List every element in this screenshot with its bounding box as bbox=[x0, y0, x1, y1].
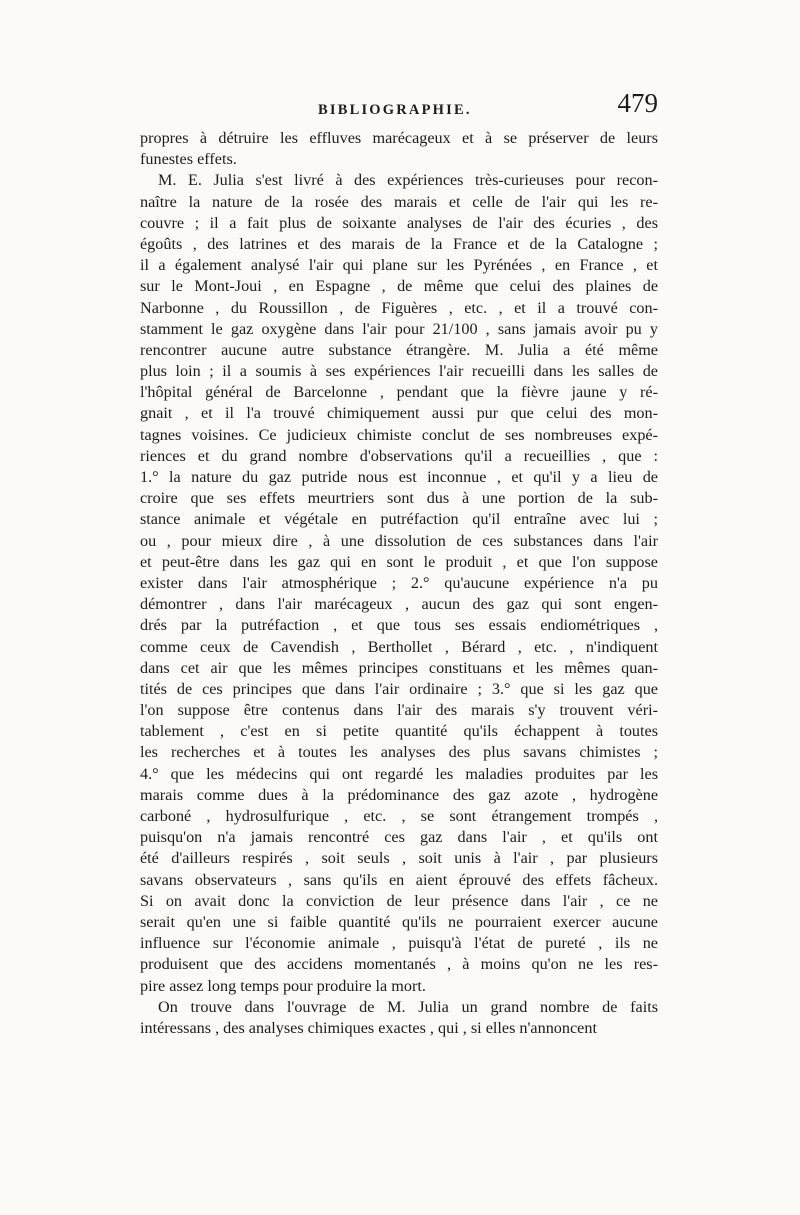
text-line: il a également analysé l'air qui plane sur les Pyrénées , en France , et bbox=[140, 256, 658, 275]
text-line: stance animale et végétale en putréfaction qu'il entraîne avec lui ; bbox=[140, 510, 658, 529]
text-line: intéressans , des analyses chimiques exactes , qui , si elles n'annoncent bbox=[140, 1018, 597, 1037]
text-line: funestes effets. bbox=[140, 150, 237, 169]
text-line: croire que ses effets meurtriers sont dus à une portion de la sub- bbox=[140, 489, 658, 508]
text-line: stamment le gaz oxygène dans l'air pour 21/100 , sans jamais avoir pu y bbox=[140, 319, 658, 338]
paragraph bbox=[140, 128, 658, 170]
text-line: tagnes voisines. Ce judicieux chimiste conclut de ses nombreuses expé- bbox=[140, 425, 658, 444]
text-line: et peut-être dans les gaz qui en sont le produit , et que l'on suppose bbox=[140, 552, 658, 571]
text-line: démontrer , dans l'air marécageux , aucun des gaz qui sont engen- bbox=[140, 595, 658, 614]
text-line: l'on suppose être contenus dans l'air des marais s'y trouvent véri- bbox=[140, 701, 658, 720]
text-line: marais comme dues à la prédominance des gaz azote , hydrogène bbox=[140, 785, 658, 804]
text-line: puisqu'on n'a jamais rencontré ces gaz dans l'air , et qu'ils ont bbox=[140, 828, 658, 847]
text-line: les recherches et à toutes les analyses des plus savans chimistes ; bbox=[140, 743, 658, 762]
text-line: carboné , hydrosulfurique , etc. , se sont étrangement trompés , bbox=[140, 807, 658, 825]
text-line: Si on avait donc la conviction de leur présence dans l'air , ce ne bbox=[140, 891, 658, 910]
text-line: drés par la putréfaction , et que tous ses essais endiométriques , bbox=[140, 616, 658, 635]
paragraph bbox=[140, 997, 658, 1039]
text-line: l'hôpital général de Barcelonne , pendant que la fièvre jaune y ré- bbox=[140, 383, 658, 402]
text-line: tités de ces principes que dans l'air ordinaire ; 3.° que si les gaz que bbox=[140, 679, 658, 698]
running-title: BIBLIOGRAPHIE. bbox=[318, 102, 472, 118]
text-line: Narbonne , du Roussillon , de Figuères , etc. , et il a trouvé con- bbox=[140, 298, 658, 317]
text-line: été d'ailleurs respirés , soit seuls , soit unis à l'air , par plusieurs bbox=[140, 849, 658, 868]
text-line: tablement , c'est en si petite quantité qu'ils échappent à toutes bbox=[140, 722, 658, 741]
text-line: rencontrer aucune autre substance étrangère. M. Julia a été même bbox=[140, 340, 658, 359]
text-line: dans cet air que les mêmes principes constituans et les mêmes quan- bbox=[140, 658, 658, 677]
text-line: naître la nature de la rosée des marais et celle de l'air qui les re- bbox=[140, 192, 658, 211]
text-line: plus loin ; il a soumis à ses expériences l'air recueilli dans les salles de bbox=[140, 362, 658, 381]
paragraph bbox=[140, 170, 658, 996]
text-line: 1.° la nature du gaz putride nous est inconnue , et qu'il y a lieu de bbox=[140, 468, 658, 486]
text-line: ou , pour mieux dire , à une dissolution de ces substances dans l'air bbox=[140, 531, 658, 550]
text-line: sur le Mont-Joui , en Espagne , de même que celui des plaines de bbox=[140, 277, 658, 296]
text-line: produisent que des accidens momentanés , à moins qu'on ne les res- bbox=[140, 955, 658, 974]
text-line: pire assez long temps pour produire la mort. bbox=[140, 976, 426, 995]
body-text bbox=[140, 128, 658, 1039]
text-line: On trouve dans l'ouvrage de M. Julia un grand nombre de faits bbox=[158, 997, 658, 1016]
text-line: gnait , et il l'a trouvé chimiquement aussi pur que celui des mon- bbox=[140, 404, 658, 423]
text-line: savans observateurs , sans qu'ils en aient éprouvé des effets fâcheux. bbox=[140, 870, 658, 889]
text-line: 4.° que les médecins qui ont regardé les maladies produites par les bbox=[140, 764, 658, 783]
page-header bbox=[140, 80, 658, 120]
text-line: riences et du grand nombre d'observations qu'il a recueillies , que : bbox=[140, 446, 658, 465]
text-line: propres à détruire les effluves marécageux et à se préserver de leurs bbox=[140, 129, 658, 147]
text-line: égoûts , des latrines et des marais de la France et de la Catalogne ; bbox=[140, 234, 658, 253]
text-line: serait qu'en une si faible quantité qu'ils ne pourraient exercer aucune bbox=[140, 912, 658, 931]
page-number: 479 bbox=[617, 88, 658, 118]
text-line: M. E. Julia s'est livré à des expériences très-curieuses pour recon- bbox=[158, 171, 658, 190]
text-line: influence sur l'économie animale , puisqu'à l'état de pureté , ils ne bbox=[140, 934, 658, 953]
text-line: exister dans l'air atmosphérique ; 2.° qu'aucune expérience n'a pu bbox=[140, 573, 658, 592]
text-line: comme ceux de Cavendish , Berthollet , Bérard , etc. , n'indiquent bbox=[140, 637, 658, 656]
text-line: couvre ; il a fait plus de soixante analyses de l'air des écuries , des bbox=[140, 213, 658, 232]
